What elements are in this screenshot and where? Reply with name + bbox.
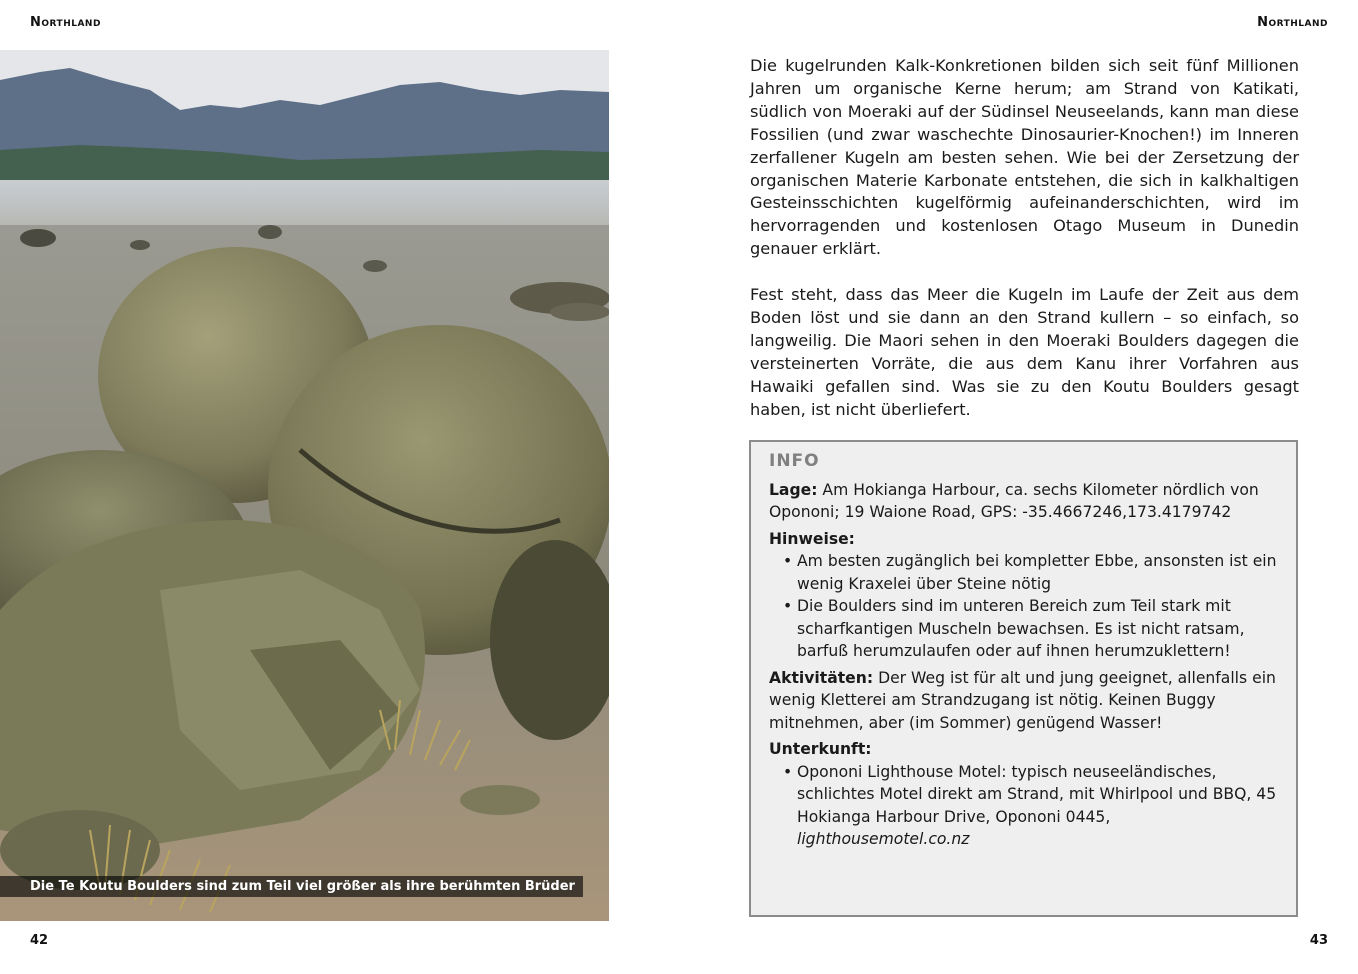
body-text (750, 55, 1299, 444)
unterkunft-item (779, 761, 1278, 851)
hinweise-item: • Am besten zugänglich bei kompletter Ebbe, ansonsten ist ein wenig Kraxelei über Steine nötig (779, 550, 1278, 595)
paragraph-1: Die kugelrunden Kalk-Konkretionen bilden sich seit fünf Millionen Jahren um organische Kerne herum; am Strand von Katikati, südlich von Moeraki auf der Südinsel Neuseelands, kann man diese Fossilien (und zwar waschechte Dinosaurier-Knochen!) im Inneren zerfallener Kugeln am besten sehen. Wie bei der Zersetzung der organischen Materie Karbonate entstehen, die sich in kalkhaltigen Gesteinsschichten kugelförmig aufeinanderschichten, wird im hervorragenden und kostenlosen Otago Museum in Dunedin genauer erklärt. (750, 56, 1299, 259)
unterkunft-list (769, 761, 1278, 851)
unterkunft-label: Unterkunft: (769, 740, 872, 758)
page-number-right: 43 (1309, 933, 1328, 948)
boulders-photo (0, 50, 609, 921)
page-number-left: 42 (30, 933, 49, 948)
unterkunft-text: Opononi Lighthouse Motel: typisch neuseeländisches, schlichtes Motel direkt am Strand, mit Whirlpool und BBQ, 45 Hokianga Harbour Drive, Opononi 0445, (797, 762, 1277, 826)
unterkunft-url[interactable]: lighthousemotel.co.nz (797, 830, 970, 848)
running-head-left: Northland (30, 15, 101, 30)
hinweise-item: • Die Boulders sind im unteren Bereich zum Teil stark mit scharfkantigen Muscheln bewachsen. Es ist nicht ratsam, barfuß herumzulaufen oder auf ihnen herumzuklettern! (779, 595, 1278, 663)
hinweise-list (769, 550, 1278, 663)
aktivitaeten-label: Aktivitäten: (769, 668, 874, 687)
aktivitaeten-text: Der Weg ist für alt und jung geeignet, allenfalls ein wenig Kletterei am Strandzugang ist nötig. Keinen Buggy mitnehmen, aber (im Sommer) genügend Wasser! (769, 668, 1276, 732)
running-head-right: Northland (1257, 15, 1328, 30)
info-box (749, 440, 1298, 917)
paragraph-2: Fest steht, dass das Meer die Kugeln im Laufe der Zeit aus dem Boden löst und sie dann an den Strand kullern – so einfach, so langweilig. Die Maori sehen in den Moeraki Boulders dagegen die versteinerten Vorräte, die aus dem Kanu ihrer Vorfahren aus Hawaiki gefallen sind. Was sie zu den Koutu Boulders gesagt haben, ist nicht überliefert. (750, 285, 1299, 419)
info-lage (769, 479, 1278, 524)
photo-caption: Die Te Koutu Boulders sind zum Teil viel größer als ihre berühmten Brüder (0, 876, 583, 897)
lage-label: Lage: (769, 480, 818, 499)
info-title: INFO (769, 451, 820, 471)
info-unterkunft (769, 738, 1278, 851)
hinweise-label: Hinweise: (769, 529, 855, 548)
info-hinweise (769, 528, 1278, 663)
lage-text: Am Hokianga Harbour, ca. sechs Kilometer nördlich von Opononi; 19 Waione Road, GPS: -35.4667246,173.4179742 (769, 480, 1259, 521)
info-aktivitaeten (769, 667, 1278, 735)
